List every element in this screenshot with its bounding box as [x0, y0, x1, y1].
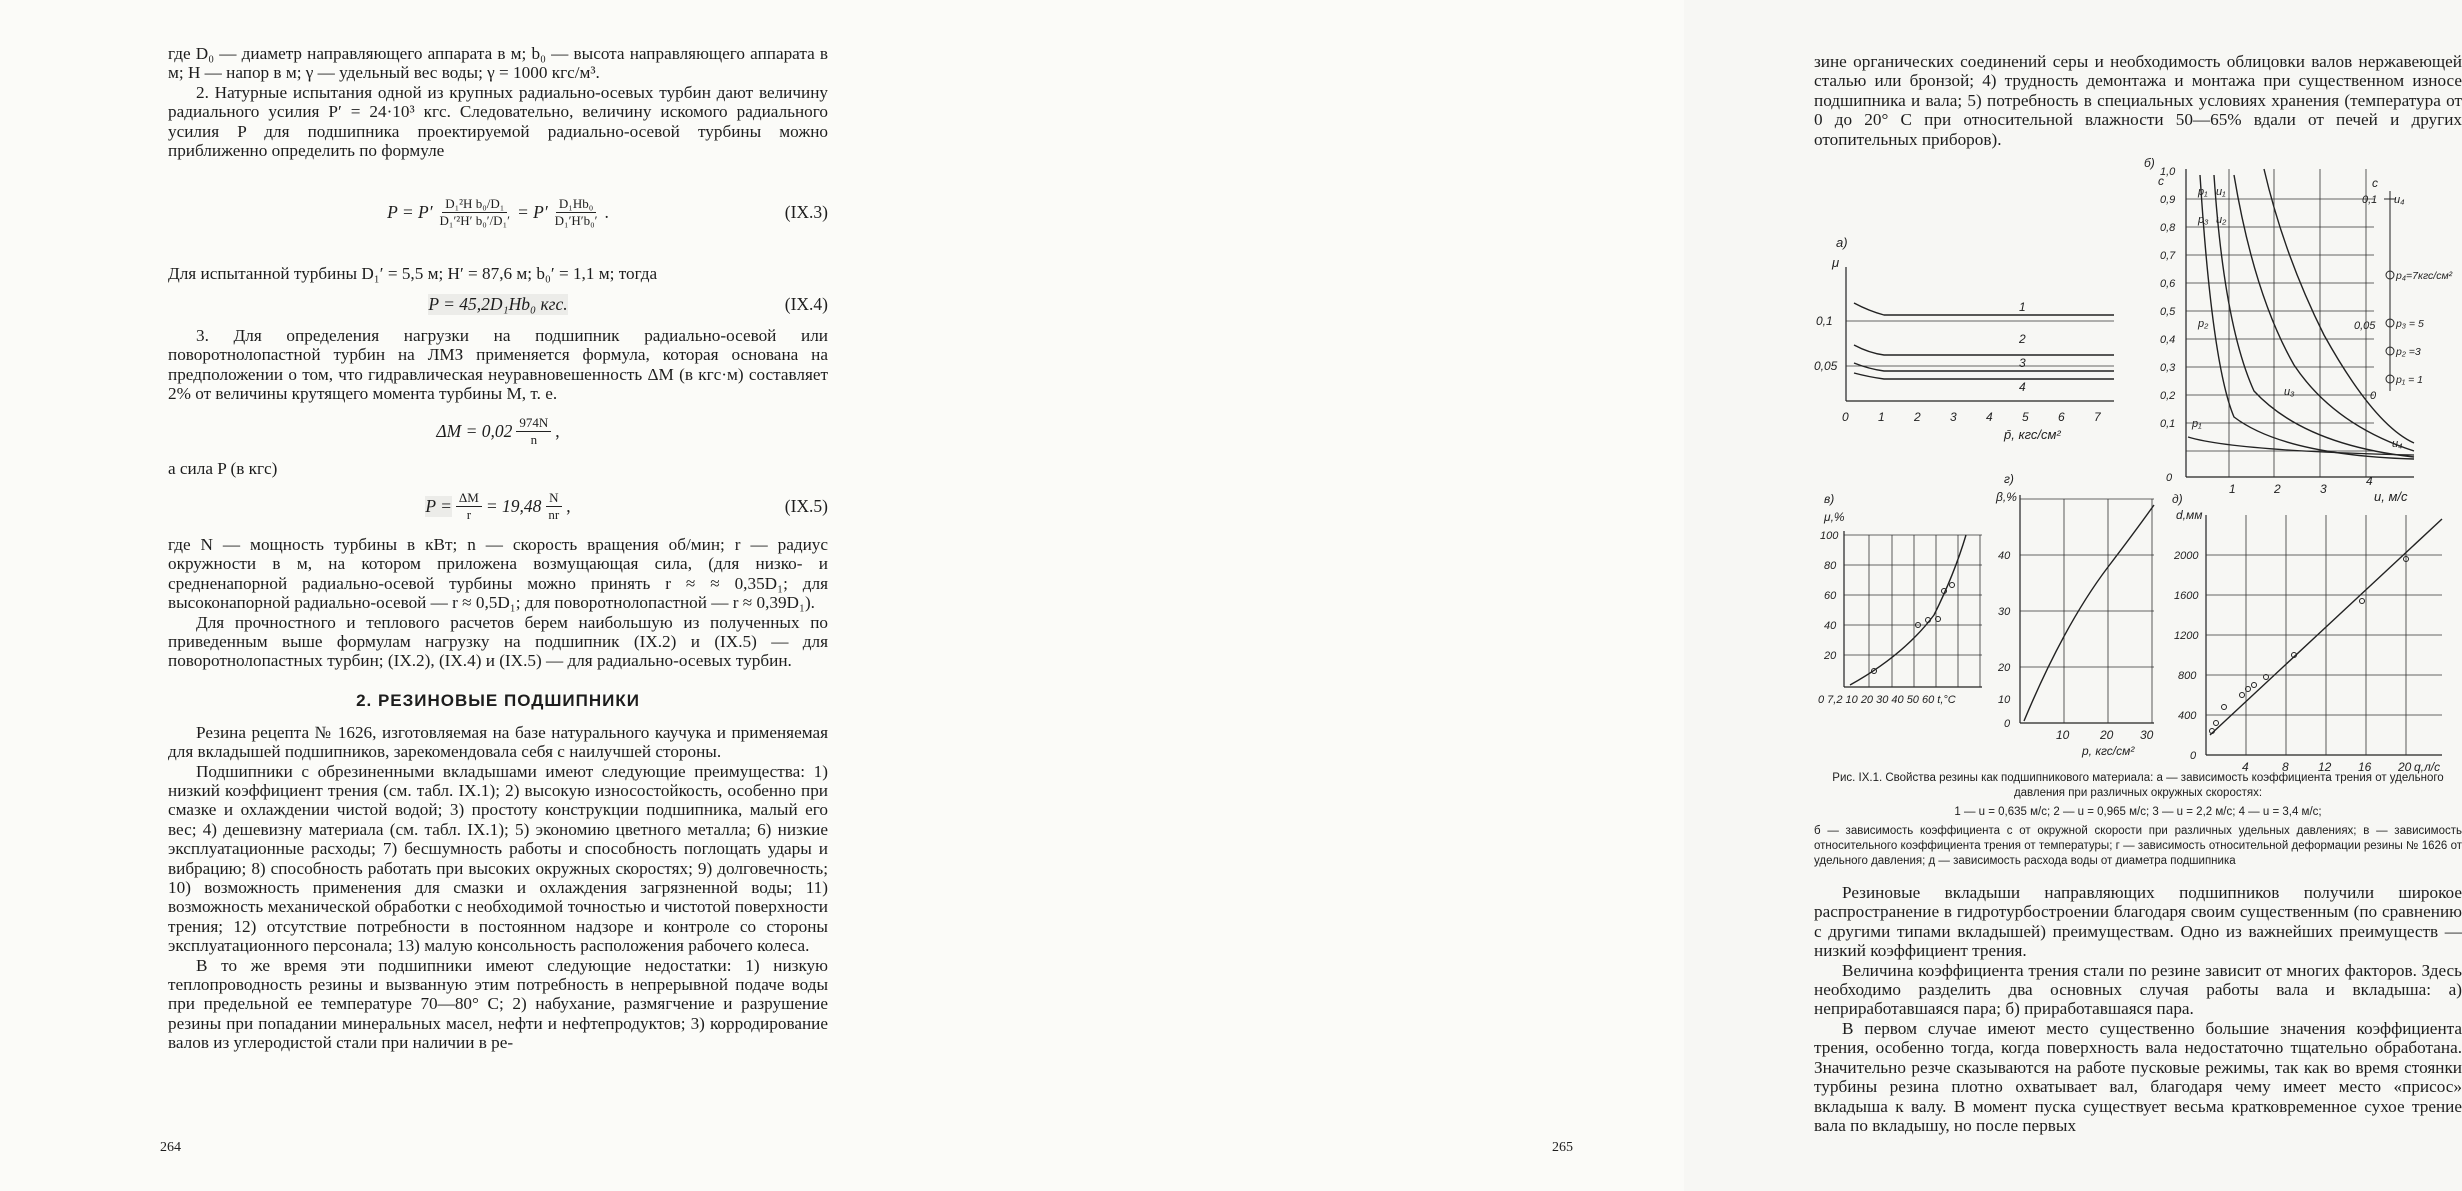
section-title: 2. РЕЗИНОВЫЕ ПОДШИПНИКИ — [356, 690, 640, 710]
panel-b-ytick-0: 0 — [2166, 472, 2173, 485]
figure-caption-list: 1 — u = 0,635 м/с; 2 — u = 0,965 м/с; 3 — u = 2,2 м/с; 4 — u = 3,4 м/с; — [1954, 806, 2322, 819]
eq-dm-den: n — [530, 431, 538, 447]
panel-b-xtick-1: 1 — [2229, 482, 2236, 497]
panel-b-curve-p1-top: p₁ — [2198, 186, 2208, 199]
page-number-right: 265 — [1552, 1140, 1573, 1155]
eq5-num2: N — [546, 490, 561, 507]
figure-ix1 — [1814, 155, 2462, 775]
equation-ix5 — [168, 485, 828, 529]
eq3-lhs: P = P′ — [387, 201, 433, 222]
panel-a-ytick-01: 0,1 — [1816, 314, 1833, 329]
panel-g-ytick-20: 20 — [1998, 662, 2011, 675]
left-text-column — [168, 44, 828, 1053]
eq4-formula: P = 45,2D₁Hb₀ кгс. — [428, 294, 568, 315]
panel-b-curve-u2: u₂ — [2216, 214, 2227, 227]
panel-g-ytick-30: 30 — [1998, 606, 2011, 619]
panel-a-xtick-4: 4 — [1986, 410, 1993, 425]
panel-a — [1814, 235, 2114, 442]
panel-a-xtick-0: 0 — [1842, 410, 1849, 425]
paragraph-calc: Для прочностного и теплового расчетов берем наибольшую из полученных по приведенным выше формулам нагрузку на подшипник (IX.2) и (IX.5) — для поворотнолопастных турбин; (IX.2), (IX.4) и (IX.5) — для радиально-осевых турбин. — [168, 612, 828, 671]
legend-b-cname: c — [2372, 176, 2378, 191]
panel-v-ytick-40: 40 — [1824, 620, 1837, 633]
page-number-left: 264 — [160, 1140, 181, 1155]
panel-a-ytick-005: 0,05 — [1814, 359, 1838, 374]
paragraph-where-d0: где D₀ — диаметр направляющего аппарата в м; b₀ — высота направляющего аппарата в м; H — напор в м; γ — удельный вес воды; γ = 1000 кгс/м³. — [168, 44, 828, 83]
panel-v-ytick-80: 80 — [1824, 560, 1837, 573]
paragraph-value: Величина коэффициента трения стали по резине зависит от многих факторов. Здесь необходимо разделить два основных случая работы вала и вкладыша: а) неприработавшаяся пара; б) приработавшаяся пара. — [1814, 960, 2462, 1019]
panel-b-ytick-02: 0,2 — [2160, 390, 2176, 403]
panel-g-xtick-10: 10 — [2056, 728, 2070, 743]
figure-caption-body: б — зависимость коэффициента c от окружной скорости при различных удельных давлениях; в — зависимость относительного коэффициента трения от температуры; г — зависимость относительной деформации резины № 1626 от удельного давления; д — зависимость расхода воды от диаметра подшипника — [1814, 825, 2462, 868]
panel-b-ytick-01: 0,1 — [2160, 418, 2176, 431]
paragraph-tested-turbine: Для испытанной турбины D₁′ = 5,5 м; H′ = 87,6 м; b₀′ = 1,1 м; тогда — [168, 264, 658, 284]
panel-b-xtick-3: 3 — [2320, 482, 2327, 497]
panel-v-label: в) — [1824, 492, 1835, 507]
eq5-lhs: P = — [425, 496, 452, 517]
paragraph-where-n: где N — мощность турбины в кВт; n — скорость вращения об/мин; r — радиус окружности в м, на котором приложена возмущающая сила, (для низко- и средненапорной радиально-осевой турбины можно принять r ≈ ≈ 0,35D₁; для высоконапорной радиально-осевой — r ≈ 0,5D₁; для поворотнолопастной — r ≈ 0,39D₁). — [168, 534, 828, 613]
legend-b-u4: u₄ — [2394, 194, 2405, 207]
panel-d-yname: d,мм — [2176, 508, 2203, 523]
panel-g-ytick-40: 40 — [1998, 550, 2011, 563]
panel-d-xlabel: q,л/с — [2414, 760, 2441, 775]
panel-d-ytick-1200: 1200 — [2174, 630, 2199, 643]
panel-b-ytick-04: 0,4 — [2160, 334, 2176, 347]
eq-dm-num: 974N — [516, 415, 551, 432]
panel-d-xtick-16: 16 — [2358, 760, 2372, 775]
figure-caption-title: Рис. IX.1. Свойства резины как подшипникового материала: а — зависимость коэффициента трения от удельного давления при различных окружных скоростях: — [1832, 772, 2444, 800]
paragraph-first-case: В первом случае имеют место существенно большие значения коэффициента трения, особенно тогда, когда поверхность вала недостаточно тщательно обработана. Значительно резче сказываются на работе пусковые режимы, так как во время стоянки турбины резина плотно охватывает вал, благодаря чему имеет место «присос» вкладыша к валу. В момент пуска существует весьма кратковременное сухое трение вала по вкладышу, но после первых — [1814, 1018, 2462, 1135]
eq5-frac2 — [545, 490, 562, 523]
panel-d-ytick-400: 400 — [2178, 710, 2197, 723]
panel-a-curve-3: 3 — [2019, 356, 2026, 371]
panel-b-ytick-07: 0,7 — [2160, 250, 2176, 263]
panel-b-curve-p2: p₂ — [2198, 318, 2209, 331]
panel-a-curve-1: 1 — [2019, 300, 2026, 315]
eq5-frac1 — [456, 490, 482, 523]
panel-g-xtick-20: 20 — [2100, 728, 2114, 743]
eq5-tail: , — [566, 496, 571, 517]
panel-a-yname: μ — [1832, 255, 1840, 271]
panel-g-xtick-30: 30 — [2140, 728, 2154, 743]
legend-b-mid: 0,05 — [2354, 320, 2376, 333]
equation-ix4 — [168, 290, 828, 320]
panel-b-yname: c — [2158, 174, 2164, 189]
eq4-number: (IX.4) — [784, 294, 828, 315]
panel-a-xlabel: p̄, кгс/см² — [2004, 427, 2061, 443]
paragraph-top: зине органических соединений серы и необходимость облицовки валов нержавеющей сталью или бронзой; 4) трудность демонтажа и монтажа при существенном износе подшипника и вала; 5) потребность в специальных условиях хранения (температура от 0 до 20° С при относительной влажности 50—65% вдали от печей и других отопительных приборов). — [1814, 52, 2462, 149]
eq5-den1: r — [466, 507, 472, 523]
left-page — [0, 0, 862, 1191]
panel-v-xticks: 0 7,2 10 20 30 40 50 60 t,°C — [1818, 694, 1956, 707]
paragraph-rubber: Резина рецепта № 1626, изготовляемая на базе натурального каучука и применяемая для вкладышей подшипников, зарекомендовала себя с наилучшей стороны. — [168, 722, 828, 762]
panel-d-xtick-12: 12 — [2318, 760, 2332, 775]
eq3-right-den: D₁′H′b₀′ — [554, 212, 598, 228]
panel-d-xtick-8: 8 — [2282, 760, 2289, 775]
panel-a-label: а) — [1836, 235, 1848, 251]
panel-d-ytick-1600: 1600 — [2174, 590, 2199, 603]
panel-v — [1818, 492, 1982, 706]
legend-b-p4: p₄=7кгс/см² — [2396, 270, 2453, 283]
panel-a-curve-4: 4 — [2019, 380, 2026, 395]
panel-b-ytick-06: 0,6 — [2160, 278, 2176, 291]
paragraph-natural-tests: 2. Натурные испытания одной из крупных радиально-осевых турбин дают величину радиального усилия P′ = 24·10³ кгс. Следовательно, величину искомого радиального усилия P для подшипника проектируемой радиально-осевой турбины можно приближенно определить по формуле — [168, 82, 828, 161]
panel-g — [1995, 472, 2154, 758]
eq3-eq: = P′ — [516, 201, 548, 222]
panel-d — [2172, 492, 2442, 774]
eq3-number: (IX.3) — [784, 201, 828, 222]
panel-a-xtick-2: 2 — [1914, 410, 1921, 425]
equation-delta-m — [168, 409, 828, 453]
legend-b-top: 0,1 — [2362, 194, 2378, 207]
eq3-big-den: D₁′²H′ b₀′/D₁′ — [439, 212, 510, 228]
eq3-tail: . — [604, 201, 609, 222]
paragraph-widespread: Резиновые вкладыши направляющих подшипников получили широкое распространение в гидротурбостроении благодаря своим существенным (по сравнению с другими типами вкладышей) преимуществам. Одно из важнейших преимуществ — низкий коэффициент трения. — [1814, 883, 2462, 961]
panel-v-ytick-60: 60 — [1824, 590, 1837, 603]
eq3-big-num: D₁²H b₀/D₁ — [442, 196, 507, 213]
panel-d-label: д) — [2172, 492, 2183, 507]
panel-a-xtick-6: 6 — [2058, 410, 2065, 425]
panel-g-ytick-10: 10 — [1998, 694, 2011, 707]
panel-v-ytick-100: 100 — [1820, 530, 1839, 543]
legend-b-p1: p₁ = 1 — [2396, 374, 2423, 387]
panel-b-ytick-08: 0,8 — [2160, 222, 2176, 235]
eq3-right-num: D₁Hb₀ — [556, 196, 596, 213]
panel-g-ytick-0: 0 — [2004, 718, 2011, 731]
panel-b-label: б) — [2144, 156, 2155, 171]
panel-g-label: г) — [2004, 472, 2014, 487]
panel-b-ytick-10: 1,0 — [2160, 166, 2176, 179]
panel-a-xtick-1: 1 — [1878, 410, 1885, 425]
panel-a-xtick-5: 5 — [2022, 410, 2029, 425]
panel-b-ytick-03: 0,3 — [2160, 362, 2176, 375]
panel-a-xtick-3: 3 — [1950, 410, 1957, 425]
panel-b-curve-p3: p₃ — [2198, 214, 2209, 227]
right-text-column — [1814, 52, 2462, 1135]
eq-dm-tail: , — [555, 420, 560, 441]
panel-g-yname: β,% — [1996, 490, 2017, 505]
eq5-mid: = 19,48 — [485, 496, 542, 517]
panel-v-ytick-20: 20 — [1824, 650, 1837, 663]
eq-dm-fraction — [516, 415, 551, 448]
panel-b-xlabel: u, м/с — [2374, 489, 2408, 505]
panel-d-ytick-800: 800 — [2178, 670, 2197, 683]
panel-d-xtick-4: 4 — [2242, 760, 2249, 775]
paragraph-disadvantages: В то же время эти подшипники имеют следующие недостатки: 1) низкую теплопроводность резины и вызванную этим потребность в непрерывной подаче воды при предельной ее температуре 70—80° С; 2) набухание, размягчение и разрушение резины при попадании минеральных масел, нефти и нефтепродуктов; 3) корродирование валов из углеродистой стали при наличии в ре- — [168, 955, 828, 1053]
panel-b-ytick-09: 0,9 — [2160, 194, 2176, 207]
panel-d-ytick-0: 0 — [2190, 750, 2197, 763]
eq5-num1: ΔM — [456, 490, 482, 507]
panel-b-curve-u4: u₄ — [2392, 438, 2403, 451]
panel-b-curve-p1-low: p₁ — [2192, 418, 2202, 431]
panel-a-xtick-7: 7 — [2094, 410, 2101, 425]
panel-b-xtick-4: 4 — [2366, 474, 2373, 489]
legend-b-p3: p₃ = 5 — [2396, 318, 2424, 331]
eq3-big-fraction — [437, 196, 513, 229]
panel-b-curve-u1: u₁ — [2216, 186, 2226, 199]
eq5-number: (IX.5) — [784, 496, 828, 517]
equation-ix3 — [168, 166, 828, 258]
eq-dm-lhs: ΔM = 0,02 — [436, 420, 513, 441]
panel-a-curve-2: 2 — [2019, 332, 2026, 347]
panel-d-xtick-20: 20 — [2398, 760, 2412, 775]
eq3-right-fraction — [552, 196, 601, 229]
paragraph-lmz-formula: 3. Для определения нагрузки на подшипник радиально-осевой или поворотнолопастной турбин на ЛМЗ применяется формула, которая основана на предположении о том, что гидравлическая неуравновешенность ΔM (в кгс·м) составляет 2% от величины крутящего момента турбины M, т. е. — [168, 325, 828, 404]
paragraph-force: а сила P (в кгс) — [168, 459, 278, 479]
panel-g-xlabel: p, кгс/см² — [2082, 744, 2135, 759]
panel-v-yname: μ,% — [1824, 510, 1845, 525]
legend-b-p2: p₂ =3 — [2396, 346, 2421, 359]
panel-d-ytick-2000: 2000 — [2174, 550, 2199, 563]
eq5-den2: nr — [548, 507, 560, 523]
paragraph-advantages: Подшипники с обрезиненными вкладышами имеют следующие преимущества: 1) низкий коэффициент трения (см. табл. IX.1); 2) высокую износостойкость, особенно при смазке и охлаждении чистой водой; 3) простоту конструкции подшипника, малый его вес; 4) дешевизну материала (см. табл. IX.1); 5) экономию цветного металла; 6) низкие эксплуатационные расходы; 7) бесшумность работы и способность поглощать удары и вибрацию; 8) способность работать при высоких окружных скоростях; 9) долговечность; 10) возможность применения для смазки и охлаждения загрязненной воды; 11) возможность механической обработки с необходимой точностью и чистотой поверхности трения; 12) отсутствие потребности в постоянном надзоре и контроле со стороны эксплуатационного персонала; 13) малую консольность расположения рабочего колеса. — [168, 761, 828, 956]
panel-b-ytick-05: 0,5 — [2160, 306, 2176, 319]
panel-b-xtick-2: 2 — [2274, 482, 2281, 497]
panel-b-legend — [2354, 176, 2453, 402]
panel-b-curve-u3: u₃ — [2284, 386, 2295, 399]
right-page — [862, 0, 2462, 1191]
legend-b-zero: 0 — [2370, 390, 2377, 403]
